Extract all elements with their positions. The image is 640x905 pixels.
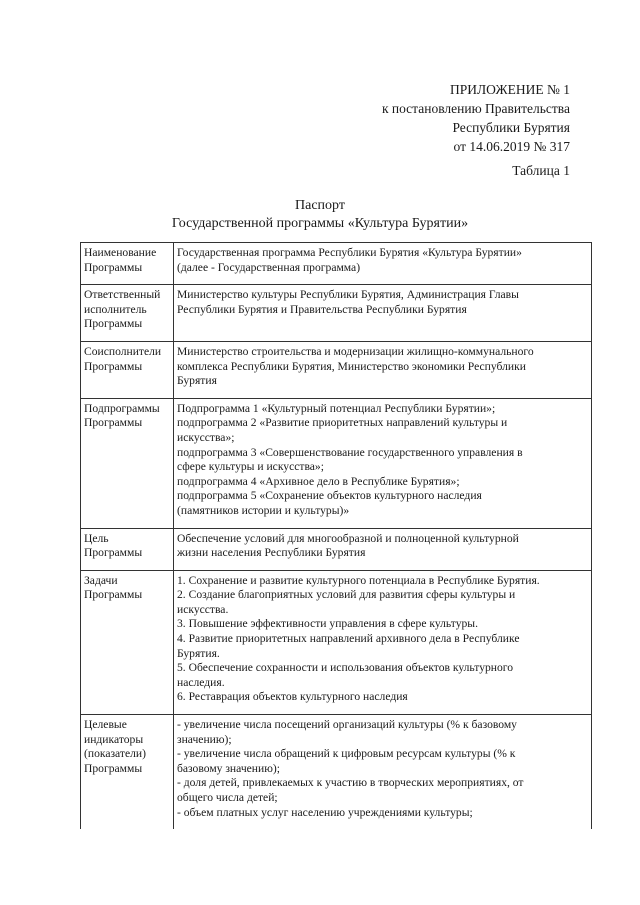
label-line: Подпрограммы xyxy=(84,401,160,415)
label-line: Цель xyxy=(84,531,109,545)
row-label xyxy=(81,285,174,342)
value-line: 1. Сохранение и развитие культурного потенциала в Республике Бурятия. xyxy=(177,573,540,587)
row-label xyxy=(81,341,174,398)
value-line: Республики Бурятия и Правительства Республики Бурятия xyxy=(177,302,467,316)
label-line: Программы xyxy=(84,359,143,373)
label-line: индикаторы xyxy=(84,732,144,746)
table-row xyxy=(81,398,592,528)
row-value xyxy=(174,715,592,830)
appendix-line: ПРИЛОЖЕНИЕ № 1 xyxy=(449,82,570,97)
title-line-2: Государственной программы «Культура Бурятии» xyxy=(171,216,469,231)
value-line: Министерство культуры Республики Бурятия, Администрация Главы xyxy=(177,288,519,302)
value-line: - доля детей, привлекаемых к участию в творческих мероприятиях, от xyxy=(177,776,524,790)
label-line: Программы xyxy=(84,588,143,602)
value-line: подпрограмма 2 «Развитие приоритетных направлений культуры и xyxy=(177,416,508,430)
table-row xyxy=(81,243,592,285)
value-line: - объем платных услуг населению учреждениями культуры; xyxy=(177,805,473,819)
label-line: (показатели) xyxy=(84,747,146,761)
label-line: Наименование xyxy=(84,246,157,259)
table-row xyxy=(81,528,592,570)
label-line: исполнитель xyxy=(84,302,147,316)
label-line: Программы xyxy=(84,317,143,331)
value-line: подпрограмма 4 «Архивное дело в Республике Бурятия»; xyxy=(177,474,460,488)
value-line: Обеспечение условий для многообразной и полноценной культурной xyxy=(177,531,519,545)
appendix-line: Республики Бурятия xyxy=(452,120,570,135)
value-line: Подпрограмма 1 «Культурный потенциал Республики Бурятии»; xyxy=(177,401,496,415)
appendix-header xyxy=(382,80,570,156)
label-line: Программы xyxy=(84,260,143,274)
value-line: искусства. xyxy=(177,602,229,616)
label-line: Ответственный xyxy=(84,288,161,302)
value-line: 3. Повышение эффективности управления в сфере культуры. xyxy=(177,617,478,631)
value-line: сфере культуры и искусства»; xyxy=(177,460,324,474)
value-line: базовому значению); xyxy=(177,761,280,775)
value-line: Государственная программа Республики Бурятия «Культура Бурятии» xyxy=(177,246,522,259)
value-line: 2. Создание благоприятных условий для развития сферы культуры и xyxy=(177,588,516,602)
value-line: Бурятия xyxy=(177,374,217,388)
label-line: Программы xyxy=(84,416,143,430)
value-line: наследия. xyxy=(177,675,225,689)
value-line: подпрограмма 5 «Сохранение объектов культурного наследия xyxy=(177,489,482,503)
value-line: 4. Развитие приоритетных направлений архивного дела в Республике xyxy=(177,632,520,646)
appendix-line: к постановлению Правительства xyxy=(381,101,570,116)
row-label xyxy=(81,715,174,830)
value-line: комплекса Республики Бурятия, Министерство экономики Республики xyxy=(177,359,526,373)
value-line: (далее - Государственная программа) xyxy=(177,260,361,274)
row-value xyxy=(174,243,592,285)
label-line: Программы xyxy=(84,761,143,775)
passport-table xyxy=(80,242,592,829)
row-value xyxy=(174,528,592,570)
row-label xyxy=(81,570,174,714)
value-line: - увеличение числа посещений организаций культуры (% к базовому xyxy=(177,718,517,732)
value-line: искусства»; xyxy=(177,430,235,444)
table-row xyxy=(81,285,592,342)
table-row xyxy=(81,341,592,398)
row-label xyxy=(81,528,174,570)
value-line: 5. Обеспечение сохранности и использования объектов культурного xyxy=(177,661,514,675)
value-line: общего числа детей; xyxy=(177,791,278,804)
label-line: Программы xyxy=(84,546,143,560)
document-title xyxy=(0,197,640,233)
row-value xyxy=(174,398,592,528)
table-row xyxy=(81,715,592,830)
value-line: жизни населения Республики Бурятия xyxy=(177,546,366,560)
label-line: Задачи xyxy=(84,573,118,587)
value-line: значению); xyxy=(177,732,232,746)
value-line: - увеличение числа обращений к цифровым ресурсам культуры (% к xyxy=(177,747,516,761)
value-line: (памятников истории и культуры)» xyxy=(177,503,350,517)
value-line: подпрограмма 3 «Совершенствование государственного управления в xyxy=(177,445,523,459)
row-label xyxy=(81,243,174,285)
appendix-line: от 14.06.2019 № 317 xyxy=(453,139,570,154)
row-label xyxy=(81,398,174,528)
label-line: Целевые xyxy=(84,718,127,732)
value-line: 6. Реставрация объектов культурного наследия xyxy=(177,690,408,704)
table-number: Таблица 1 xyxy=(512,163,570,178)
row-value xyxy=(174,341,592,398)
row-value xyxy=(174,285,592,342)
value-line: Министерство строительства и модернизации жилищно-коммунального xyxy=(177,344,534,358)
value-line: Бурятия. xyxy=(177,646,220,660)
label-line: Соисполнители xyxy=(84,344,162,358)
table-row xyxy=(81,570,592,714)
title-line-1: Паспорт xyxy=(295,198,345,213)
row-value xyxy=(174,570,592,714)
